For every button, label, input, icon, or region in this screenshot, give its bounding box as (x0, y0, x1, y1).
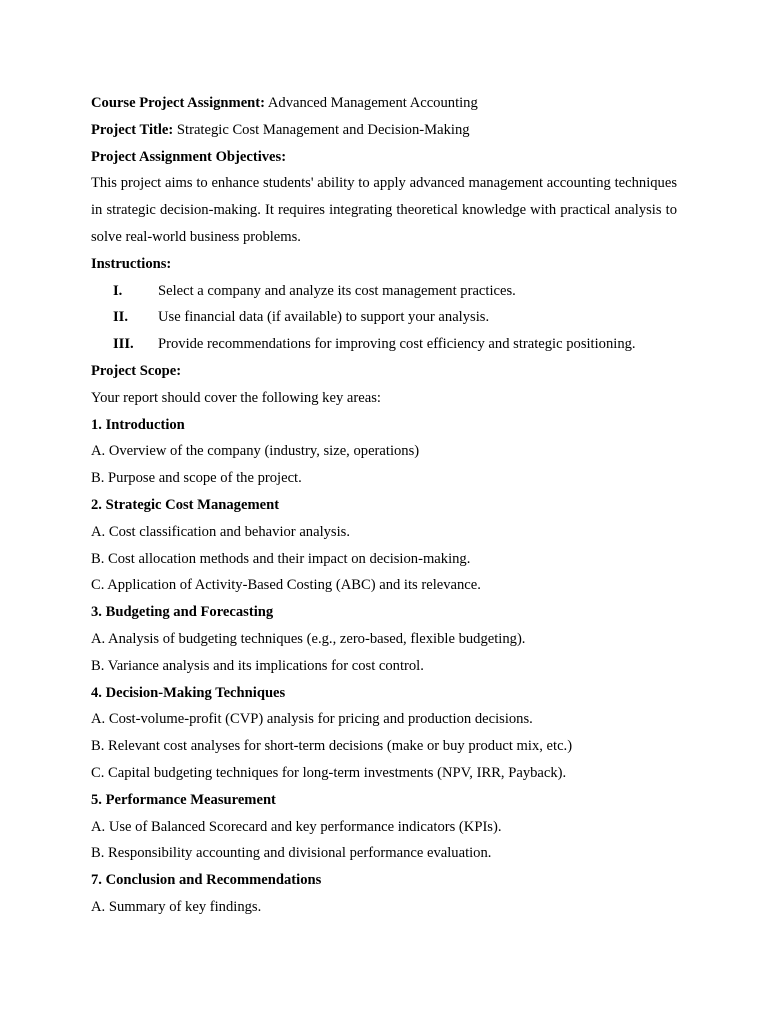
section-item: B. Cost allocation methods and their impact on decision-making. (91, 550, 471, 567)
section-heading: 1. Introduction (91, 416, 185, 433)
document-page (91, 90, 677, 921)
section-heading: 2. Strategic Cost Management (91, 496, 280, 513)
course-line (91, 90, 677, 117)
instruction-number: I. (113, 282, 123, 299)
title-label: Project Title: (91, 121, 174, 138)
section-item: C. Application of Activity-Based Costing (ABC) and its relevance. (91, 577, 481, 594)
title-line (91, 117, 677, 144)
instructions-heading: Instructions: (91, 255, 172, 272)
section-heading: 4. Decision-Making Techniques (91, 684, 286, 701)
instruction-text: Provide recommendations for improving cost efficiency and strategic positioning. (158, 336, 636, 353)
instruction-number: II. (113, 309, 129, 326)
instruction-item (91, 304, 677, 331)
section-heading: 7. Conclusion and Recommendations (91, 872, 322, 889)
section-item: B. Variance analysis and its implications for cost control. (91, 657, 424, 674)
instruction-number: III. (113, 336, 134, 353)
section-item: B. Relevant cost analyses for short-term decisions (make or buy product mix, etc.) (91, 738, 573, 755)
section-heading: 5. Performance Measurement (91, 791, 276, 808)
objectives-paragraph: This project aims to enhance students' ability to apply advanced management accounting techniques in strategic decision-making. It requires integrating theoretical knowledge with practical analysis to solve real-world business problems. (91, 175, 677, 245)
section-item: B. Responsibility accounting and divisional performance evaluation. (91, 845, 492, 862)
instruction-item (91, 278, 677, 305)
course-value: Advanced Management Accounting (267, 95, 478, 111)
instruction-text: Use financial data (if available) to support your analysis. (158, 309, 490, 326)
section-heading: 3. Budgeting and Forecasting (91, 604, 274, 621)
instruction-item (91, 331, 677, 358)
title-value: Strategic Cost Management and Decision-Making (176, 121, 470, 138)
section-item: A. Summary of key findings. (91, 898, 262, 915)
section-item: B. Purpose and scope of the project. (91, 470, 302, 487)
section-item: A. Analysis of budgeting techniques (e.g., zero-based, flexible budgeting). (91, 630, 526, 647)
section-item: A. Cost classification and behavior analysis. (91, 523, 350, 540)
objectives-heading: Project Assignment Objectives: (91, 148, 287, 165)
scope-intro: Your report should cover the following key areas: (91, 389, 381, 406)
course-label: Course Project Assignment: (91, 95, 266, 111)
instruction-text: Select a company and analyze its cost management practices. (158, 282, 516, 299)
section-item: A. Use of Balanced Scorecard and key performance indicators (KPIs). (91, 818, 502, 835)
section-item: C. Capital budgeting techniques for long-term investments (NPV, IRR, Payback). (91, 764, 567, 781)
scope-heading: Project Scope: (91, 362, 182, 379)
section-item: A. Overview of the company (industry, size, operations) (91, 443, 420, 460)
section-item: A. Cost-volume-profit (CVP) analysis for pricing and production decisions. (91, 711, 533, 728)
